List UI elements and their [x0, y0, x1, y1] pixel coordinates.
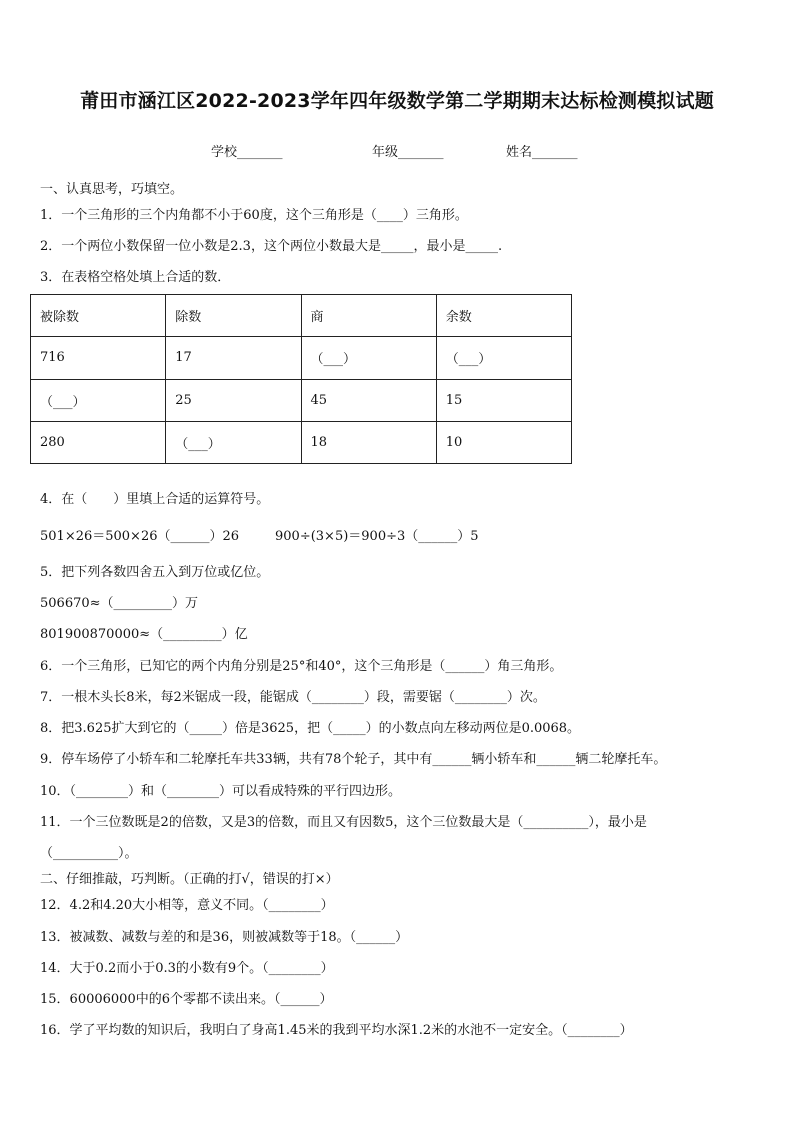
table-cell: 17	[166, 337, 301, 379]
question-5: 5．把下列各数四舍五入到万位或亿位。	[40, 565, 270, 580]
section-2-heading: 二、仔细推敲，巧判断。（正确的打√，错误的打×）	[40, 872, 339, 887]
table-header-cell: 被除数	[31, 295, 166, 337]
question-10: 10．（________）和（________）可以看成特殊的平行四边形。	[40, 784, 402, 799]
question-11-continued: （__________）。	[40, 846, 138, 861]
section-1-heading: 一、认真思考，巧填空。	[40, 182, 184, 197]
question-3: 3．在表格空格处填上合适的数．	[40, 270, 231, 285]
table-cell: （___）	[166, 421, 301, 463]
table-cell: 280	[31, 421, 166, 463]
name-field: 姓名_______	[506, 145, 578, 160]
page-title: 莆田市涵江区2022-2023学年四年级数学第二学期期末达标检测模拟试题	[80, 90, 714, 112]
table-header-cell: 商	[301, 295, 436, 337]
question-2: 2．一个两位小数保留一位小数是2.3，这个两位小数最大是_____，最小是_____.	[40, 239, 503, 254]
question-5-item-a: 506670≈（_________）万	[40, 596, 199, 611]
table-cell: 18	[301, 421, 436, 463]
question-14: 14．大于0.2而小于0.3的小数有9个。（________）	[40, 961, 334, 976]
table-header-cell: 余数	[436, 295, 571, 337]
question-13: 13．被减数、减数与差的和是36，则被减数等于18。（______）	[40, 930, 409, 945]
question-7: 7．一根木头长8米，每2米锯成一段，能锯成（________）段，需要锯（________）次。	[40, 690, 546, 705]
question-9: 9．停车场停了小轿车和二轮摩托车共33辆，共有78个轮子，其中有______辆小轿车和______辆二轮摩托车。	[40, 752, 667, 767]
question-4: 4．在（ ）里填上合适的运算符号。	[40, 492, 270, 507]
question-16: 16．学了平均数的知识后，我明白了身高1.45米的我到平均水深1.2米的水池不一定安全。（________）	[40, 1023, 633, 1038]
question-12: 12．4.2和4.20大小相等，意义不同。（________）	[40, 898, 334, 913]
question-5-item-b: 801900870000≈（_________）亿	[40, 627, 248, 642]
school-field: 学校_______	[211, 145, 283, 160]
table-row	[31, 379, 572, 421]
question-11: 11．一个三位数既是2的倍数，又是3的倍数，而且又有因数5，这个三位数最大是（__________），最小是	[40, 815, 647, 830]
table-header-row	[31, 295, 572, 337]
table-cell: 45	[301, 379, 436, 421]
table-row	[31, 337, 572, 379]
table-cell: （___）	[436, 337, 571, 379]
question-4-expression-b: 900÷(3×5)＝900÷3（______）5	[275, 529, 479, 544]
grade-field: 年级_______	[372, 145, 444, 160]
table-cell: （___）	[31, 379, 166, 421]
question-6: 6．一个三角形，已知它的两个内角分别是25°和40°，这个三角形是（______）角三角形。	[40, 659, 563, 674]
table-row	[31, 421, 572, 463]
table-cell: 10	[436, 421, 571, 463]
question-15: 15．60006000中的6个零都不读出来。（______）	[40, 992, 333, 1007]
table-header-cell: 除数	[166, 295, 301, 337]
division-table	[30, 294, 572, 464]
question-1: 1．一个三角形的三个内角都不小于60度，这个三角形是（____）三角形。	[40, 208, 468, 223]
question-8: 8．把3.625扩大到它的（_____）倍是3625，把（_____）的小数点向左移动两位是0.0068。	[40, 721, 581, 736]
table-cell: 25	[166, 379, 301, 421]
table-cell: 15	[436, 379, 571, 421]
table-cell: 716	[31, 337, 166, 379]
table-cell: （___）	[301, 337, 436, 379]
question-4-expression-a: 501×26＝500×26（______）26	[40, 529, 240, 544]
